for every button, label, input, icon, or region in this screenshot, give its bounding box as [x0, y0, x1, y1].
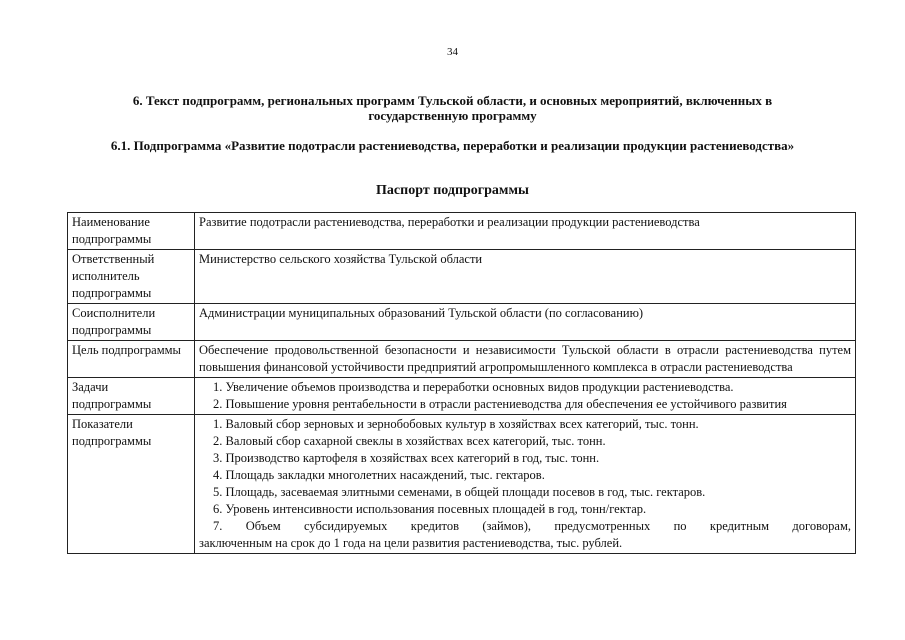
subsection-heading: 6.1. Подпрограмма «Развитие подотрасли растениеводства, переработки и реализации продукции растениеводства»	[110, 138, 795, 153]
list-item: 1. Валовый сбор зерновых и зернобобовых культур в хозяйствах всех категорий, тыс. тонн.	[213, 417, 699, 431]
page-number: 34	[447, 46, 458, 58]
row-label: Показатели подпрограммы	[68, 415, 195, 554]
list-item: 4. Площадь закладки многолетних насаждений, тыс. гектаров.	[213, 468, 545, 482]
list-item: 2. Валовый сбор сахарной свеклы в хозяйствах всех категорий, тыс. тонн.	[213, 434, 606, 448]
passport-title: Паспорт подпрограммы	[376, 183, 529, 198]
table-row	[68, 250, 856, 304]
list-item: 2. Повышение уровня рентабельности в отрасли растениеводства для обеспечения ее устойчивого развития	[213, 397, 787, 411]
row-value: Администрации муниципальных образований Тульской области (по согласованию)	[195, 304, 856, 341]
list-item: 1. Увеличение объемов производства и переработки основных видов продукции растениеводства.	[213, 380, 734, 394]
row-value-list	[195, 415, 856, 554]
row-label: Ответственный исполнитель подпрограммы	[68, 250, 195, 304]
row-value: Обеспечение продовольственной безопасности и независимости Тульской области в отрасли растениеводства путем повышения финансовой устойчивости предприятий агропромышленного комплекса в отрасли растениеводства	[195, 341, 856, 378]
list-item: 3. Производство картофеля в хозяйствах всех категорий в год, тыс. тонн.	[213, 451, 600, 465]
list-item-continuation: заключенным на срок до 1 года на цели развития растениеводства, тыс. рублей.	[199, 536, 623, 550]
table-row	[68, 415, 856, 554]
row-value: Развитие подотрасли растениеводства, переработки и реализации продукции растениеводства	[195, 213, 856, 250]
row-label: Соисполнители подпрограммы	[68, 304, 195, 341]
row-value-list	[195, 378, 856, 415]
section-heading: 6. Текст подпрограмм, региональных программ Тульской области, и основных мероприятий, включенных в государственную программу	[132, 93, 773, 123]
table-row	[68, 341, 856, 378]
list-item: 6. Уровень интенсивности использования посевных площадей в год, тонн/гектар.	[213, 502, 647, 516]
table-row	[68, 378, 856, 415]
row-label: Цель подпрограммы	[68, 341, 195, 378]
passport-table	[67, 212, 856, 554]
table-row	[68, 304, 856, 341]
row-value: Министерство сельского хозяйства Тульской области	[195, 250, 856, 304]
row-label: Наименование подпрограммы	[68, 213, 195, 250]
table-row	[68, 213, 856, 250]
row-label: Задачи подпрограммы	[68, 378, 195, 415]
list-item: 5. Площадь, засеваемая элитными семенами, в общей площади посевов в год, тыс. гектаров.	[213, 485, 706, 499]
list-item: 7. Объем субсидируемых кредитов (займов), предусмотренных по кредитным договорам,	[213, 519, 851, 533]
